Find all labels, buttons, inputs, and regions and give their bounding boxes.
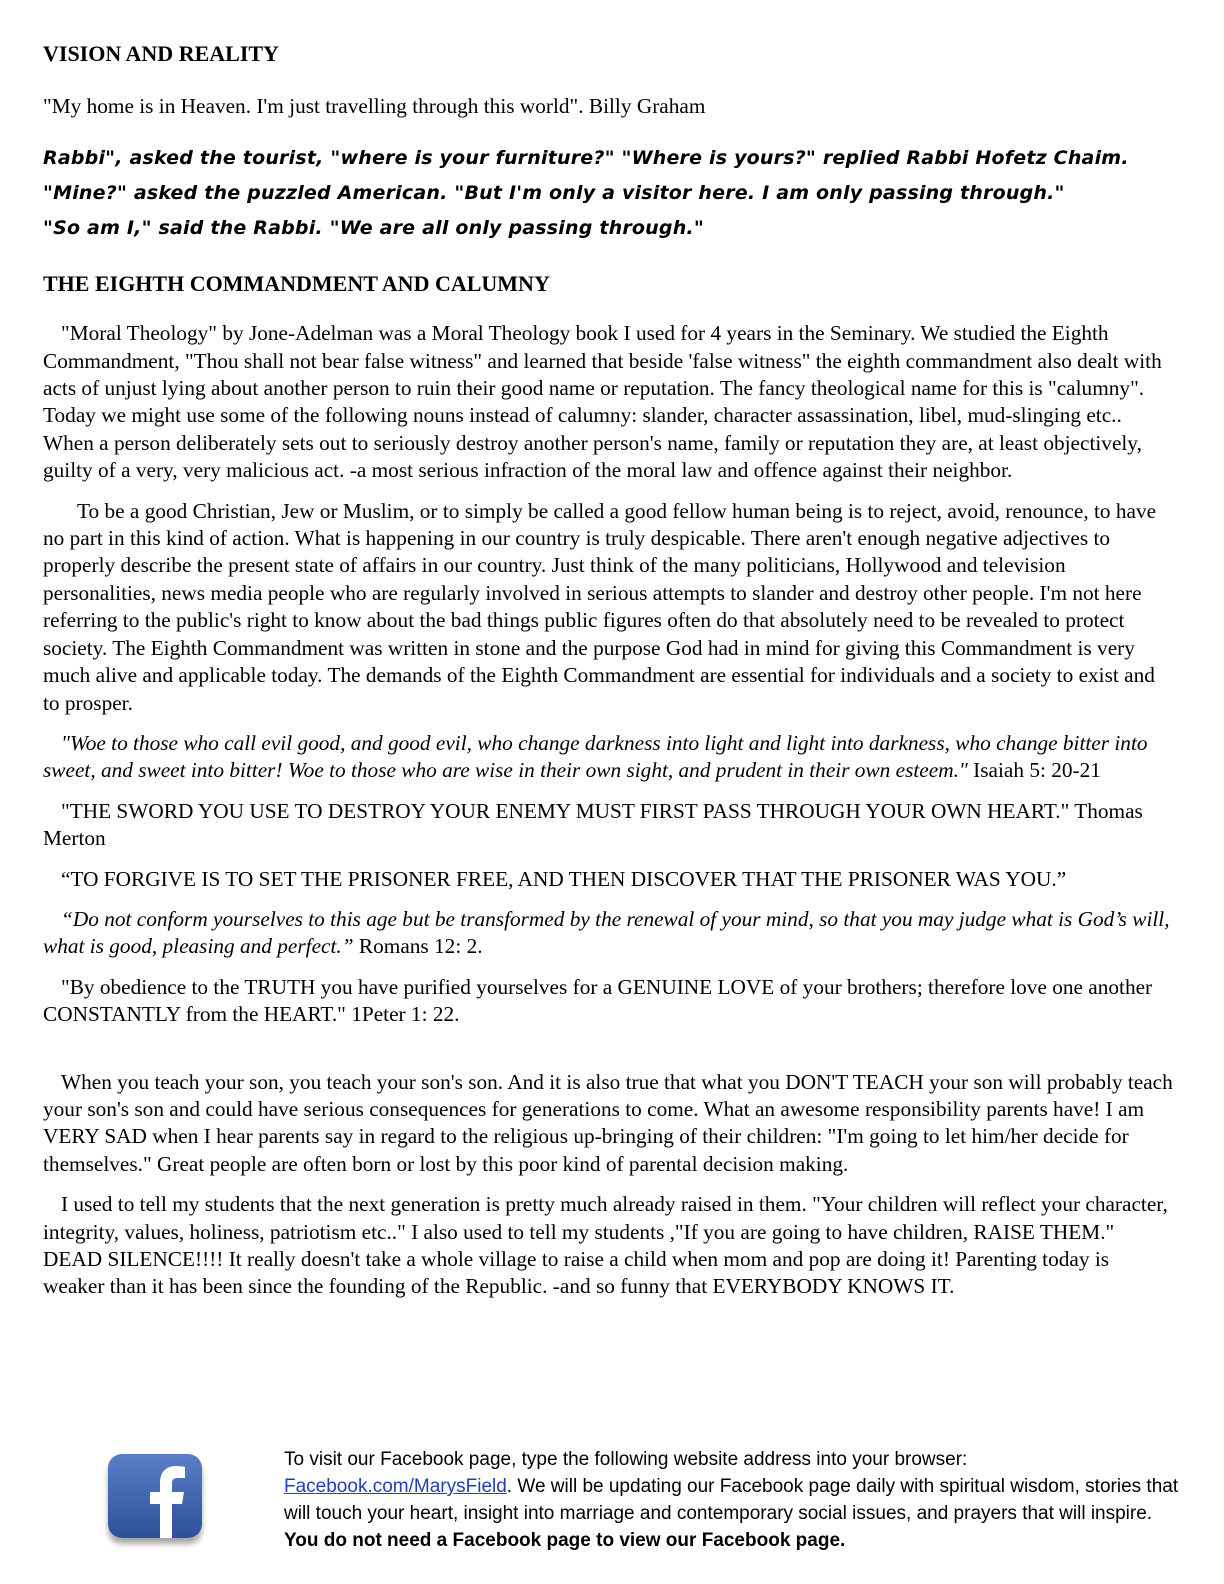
paragraph-moral-theology: "Moral Theology" by Jone-Adelman was a Moral Theology book I used for 4 years in the Seminary. We studied the Eighth Commandment, "Thou shall not bear false witness" and learned that beside 'false witness" the eighth commandment also dealt with acts of unjust lying about another person to ruin their good name or reputation. The fancy theological name for this is "calumny". Today we might use some of the following nouns instead of calumny: slander, character assassination, libel, mud-slinging etc.. When a person deliberately sets out to seriously destroy another person's name, family or reputation they are, at least objectively, guilty of a very, very malicious act. -a most serious infraction of the moral law and offence against their neighbor. — [43, 321, 1162, 483]
billy-graham-quote: "My home is in Heaven. I'm just travelling through this world". Billy Graham — [43, 94, 706, 119]
heading-vision-reality: VISION AND REALITY — [43, 41, 279, 66]
facebook-note: You do not need a Facebook page to view our Facebook page. — [284, 1530, 846, 1551]
paragraph-teach-son: When you teach your son, you teach your son's son. And it is also true that what you DON'T TEACH your son will probably teach your son's son and could have serious consequences for generations to come. What an awesome responsibility parents have! I am VERY SAD when I hear parents say in regard to the religious up-bringing of their children: "I'm going to let him/her decide for themselves." Great people are often born or lost by this poor kind of parental decision making. — [43, 1069, 1173, 1176]
heading-eighth-commandment: THE EIGHTH COMMANDMENT AND CALUMNY — [43, 270, 550, 296]
rabbi-line-3: "So am I," said the Rabbi. "We are all only passing through." — [43, 216, 704, 239]
peter-quote: "By obedience to the TRUTH you have purified yourselves for a GENUINE LOVE of your brothers; therefore love one another CONSTANTLY from the HEART." 1Peter 1: 22. — [43, 974, 1153, 1027]
forgive-quote: “TO FORGIVE IS TO SET THE PRISONER FREE, AND THEN DISCOVER THAT THE PRISONER WAS YOU.” — [61, 866, 1067, 891]
document-page — [43, 40, 1173, 1301]
rabbi-line-2: "Mine?" asked the puzzled American. "But I'm only a visitor here. I am only passing through." — [43, 181, 1065, 204]
merton-quote: "THE SWORD YOU USE TO DESTROY YOUR ENEMY MUST FIRST PASS THROUGH YOUR OWN HEART." Thomas Merton — [43, 798, 1143, 851]
paragraph-students: I used to tell my students that the next generation is pretty much already raised in them. "Your children will reflect your character, integrity, values, holiness, patriotism etc.." I also used to tell my students ,"If you are going to have children, RAISE THEM." DEAD SILENCE!!!! It really doesn't take a whole village to raise a child when mom and pop are doing it! Parenting today is weaker than it has been since the founding of the Republic. -and so funny that EVERYBODY KNOWS IT. — [43, 1192, 1168, 1299]
facebook-footer — [0, 1446, 1224, 1576]
facebook-intro: To visit our Facebook page, type the following website address into your browser: — [284, 1449, 968, 1470]
rabbi-story — [43, 141, 1173, 246]
isaiah-quote: "Woe to those who call evil good, and good evil, who change darkness into light and light into darkness, who change bitter into sweet, and sweet into bitter! Woe to those who are wise in their own sight, and prudent in their own esteem." Isaiah 5: 20-21 — [43, 730, 1148, 783]
facebook-link[interactable]: Facebook.com/MarysField — [284, 1476, 507, 1497]
romans-quote: “Do not conform yourselves to this age but be transformed by the renewal of your mind, so that you may judge what is God’s will, what is good, pleasing and perfect.” Romans 12: 2. — [43, 906, 1170, 959]
facebook-logo-icon — [108, 1454, 202, 1538]
paragraph-good-christian: To be a good Christian, Jew or Muslim, or to simply be called a good fellow human being is to reject, avoid, renounce, to have no part in this kind of action. What is happening in our country is truly despicable. There aren't enough negative adjectives to properly describe the present state of affairs in our country. Just think of the many politicians, Hollywood and television personalities, news media people who are regularly involved in serious attempts to slander and destroy other people. I'm not here referring to the public's right to know about the bad things public figures often do that absolutely need to be revealed to protect society. The Eighth Commandment was written in stone and the purpose God had in mind for giving this Commandment is very much alive and applicable today. The demands of the Eighth Commandment are essential for individuals and a society to exist and to prosper. — [43, 498, 1157, 715]
rabbi-line-1: Rabbi", asked the tourist, "where is your furniture?" "Where is yours?" replied Rabbi Hofetz Chaim. — [43, 146, 1129, 169]
facebook-description: . We will be updating our Facebook page daily with spiritual wisdom, stories that will touch your heart, insight into marriage and contemporary social issues, and prayers that will inspire. — [284, 1476, 1179, 1524]
facebook-info — [284, 1446, 1184, 1554]
